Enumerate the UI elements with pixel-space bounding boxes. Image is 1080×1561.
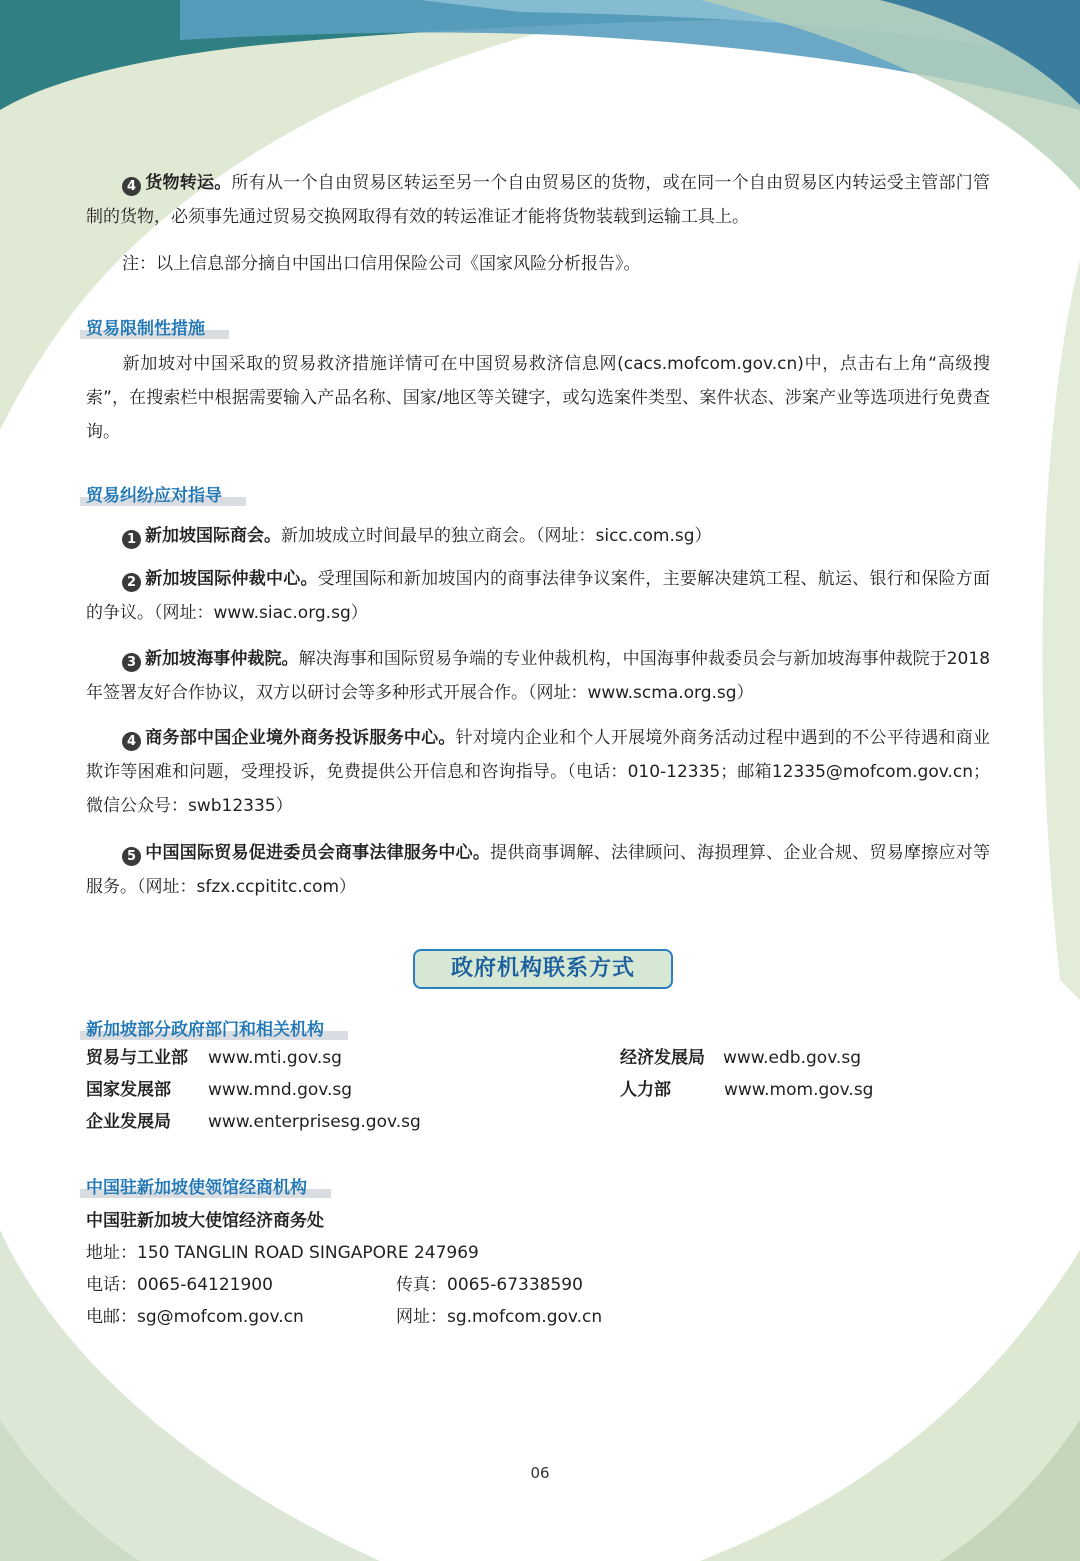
restrictions-paragraph: 新加坡对中国采取的贸易救济措施详情可在中国贸易救济信息网(cacs.mofcom.gov.cn)中，点击右上角“高级搜索”，在搜索栏中根据需要输入产品名称、国家/地区等关键字，或勾选案件类型、案件状态、涉案产业等选项进行免费查询。 xyxy=(86,354,990,442)
agencies-heading: 新加坡部分政府部门和相关机构 xyxy=(86,1015,328,1037)
number-5-icon: 5 xyxy=(122,847,141,866)
embassy-website[interactable]: 网址：sg.mofcom.gov.cn xyxy=(396,1307,603,1327)
agency-row: 人力部 xyxy=(620,1080,671,1100)
page-number: 06 xyxy=(530,1464,550,1482)
source-note: 注：以上信息部分摘自中国出口信用保险公司《国家风险分析报告》。 xyxy=(122,254,641,274)
dispute-item: 1 新加坡国际商会。新加坡成立时间最早的独立商会。（网址：sicc.com.sg） xyxy=(86,519,990,553)
embassy-fax: 传真：0065-67338590 xyxy=(396,1275,583,1295)
number-3-icon: 3 xyxy=(122,653,141,672)
agency-url[interactable]: www.mnd.gov.sg xyxy=(208,1080,353,1100)
agency-url[interactable]: www.mti.gov.sg xyxy=(208,1048,342,1068)
embassy-heading: 中国驻新加坡使领馆经商机构 xyxy=(86,1173,311,1195)
dispute-item: 4 商务部中国企业境外商务投诉服务中心。针对境内企业和个人开展境外商务活动过程中遇到的不公平待遇和商业欺诈等困难和问题，受理投诉，免费提供公开信息和咨询指导。（电话：010-12335；邮箱12335@mofcom.gov.cn；微信公众号：swb12335） xyxy=(86,728,991,816)
cargo-transit-paragraph: 4 货物转运。所有从一个自由贸易区转运至另一个自由贸易区的货物，或在同一个自由贸易区内转运受主管部门管制的货物，必须事先通过贸易交换网取得有效的转运准证才能将货物装载到运输工具上。 xyxy=(86,173,991,227)
agency-row: 贸易与工业部 xyxy=(86,1048,188,1068)
embassy-name: 中国驻新加坡大使馆经济商务处 xyxy=(86,1211,324,1231)
agency-row: 企业发展局 xyxy=(86,1112,171,1132)
number-4-icon: 4 xyxy=(122,177,141,196)
embassy-phone: 电话：0065-64121900 xyxy=(86,1275,273,1295)
number-4-icon: 4 xyxy=(122,732,141,751)
agency-url[interactable]: www.mom.gov.sg xyxy=(724,1080,874,1100)
section-title: 政府机构联系方式 xyxy=(413,949,673,989)
number-1-icon: 1 xyxy=(122,530,141,549)
agency-row: 国家发展部 xyxy=(86,1080,171,1100)
dispute-item: 5 中国国际贸易促进委员会商事法律服务中心。提供商事调解、法律顾问、海损理算、企业合规、贸易摩擦应对等服务。（网址：sfzx.ccpititc.com） xyxy=(86,843,991,897)
disputes-heading: 贸易纠纷应对指导 xyxy=(86,481,226,503)
agency-url[interactable]: www.enterprisesg.gov.sg xyxy=(208,1112,421,1132)
agency-row: 经济发展局 xyxy=(620,1048,705,1068)
dispute-item: 3 新加坡海事仲裁院。解决海事和国际贸易争端的专业仲裁机构，中国海事仲裁委员会与新加坡海事仲裁院于2018年签署友好合作协议，双方以研讨会等多种形式开展合作。（网址：www.scma.org.sg） xyxy=(86,649,991,703)
embassy-email[interactable]: 电邮：sg@mofcom.gov.cn xyxy=(86,1307,304,1327)
embassy-address: 地址：150 TANGLIN ROAD SINGAPORE 247969 xyxy=(86,1243,479,1263)
restrictions-heading: 贸易限制性措施 xyxy=(86,314,209,336)
number-2-icon: 2 xyxy=(122,573,141,592)
dispute-item: 2 新加坡国际仲裁中心。受理国际和新加坡国内的商事法律争议案件，主要解决建筑工程、航运、银行和保险方面的争议。（网址：www.siac.org.sg） xyxy=(86,569,991,623)
agency-url[interactable]: www.edb.gov.sg xyxy=(723,1048,861,1068)
